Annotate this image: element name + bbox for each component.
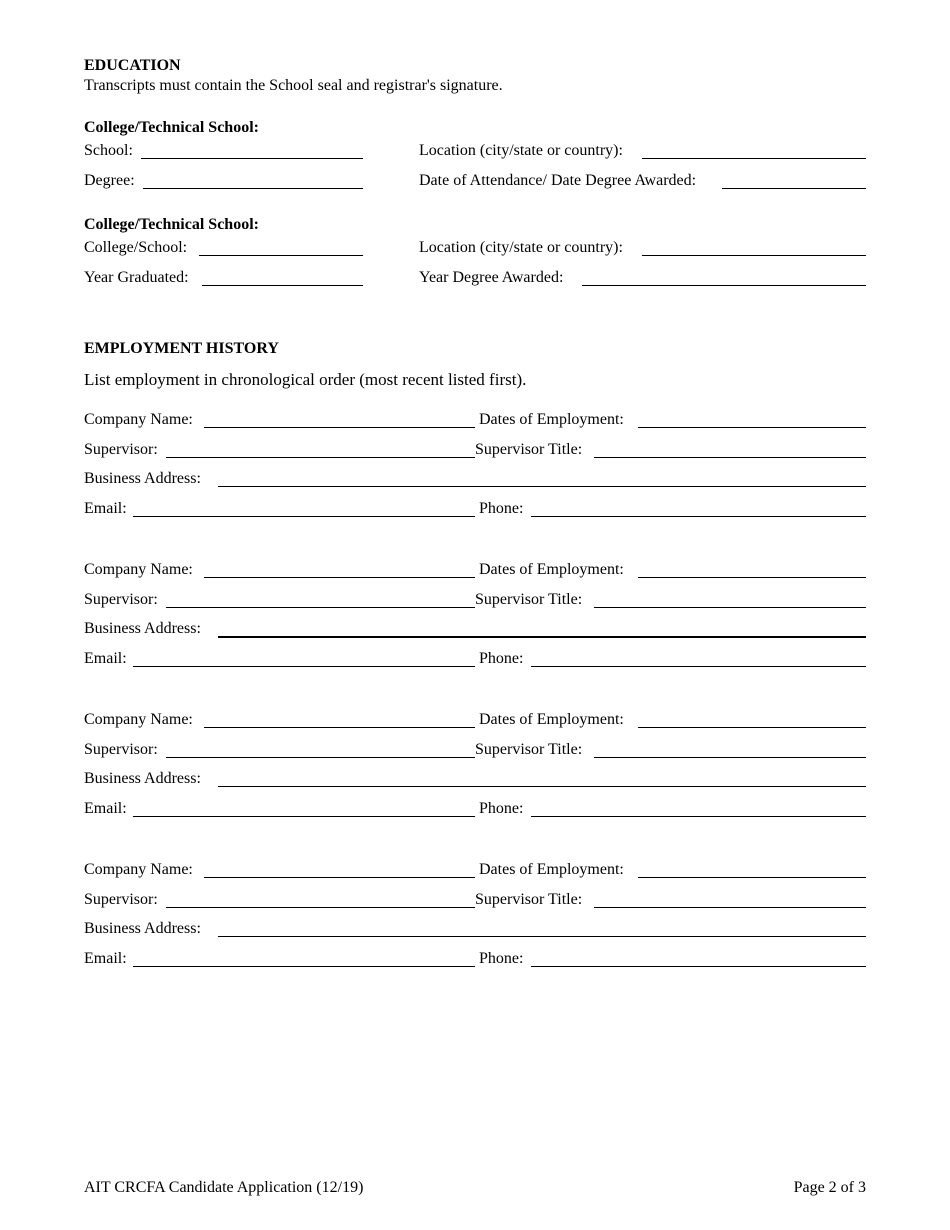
supervisor-label: Supervisor: [84, 591, 158, 608]
phone-label: Phone: [479, 950, 524, 967]
supervisor-title-field[interactable] [594, 457, 866, 458]
school-block-1-heading: College/Technical School: [84, 119, 259, 136]
dates-of-employment-field[interactable] [638, 727, 866, 728]
supervisor-field[interactable] [166, 907, 475, 908]
supervisor-title-field[interactable] [594, 607, 866, 608]
phone-field[interactable] [531, 516, 866, 517]
dates-of-employment-label: Dates of Employment: [479, 711, 624, 728]
year-graduated-field[interactable] [202, 285, 363, 286]
year-awarded-field[interactable] [582, 285, 866, 286]
year-graduated-label: Year Graduated: [84, 269, 189, 286]
supervisor-label: Supervisor: [84, 891, 158, 908]
location-label-1: Location (city/state or country): [419, 142, 623, 159]
year-awarded-label: Year Degree Awarded: [419, 269, 564, 286]
phone-label: Phone: [479, 500, 524, 517]
school-label: School: [84, 142, 133, 159]
supervisor-title-field[interactable] [594, 757, 866, 758]
dates-of-employment-field[interactable] [638, 577, 866, 578]
dates-of-employment-label: Dates of Employment: [479, 861, 624, 878]
school-field[interactable] [141, 158, 363, 159]
company-name-label: Company Name: [84, 861, 193, 878]
employment-heading: EMPLOYMENT HISTORY [84, 340, 279, 357]
supervisor-title-label: Supervisor Title: [475, 741, 583, 758]
email-field[interactable] [133, 966, 475, 967]
supervisor-label: Supervisor: [84, 441, 158, 458]
supervisor-title-field[interactable] [594, 907, 866, 908]
business-address-label: Business Address: [84, 770, 201, 787]
company-name-label: Company Name: [84, 711, 193, 728]
degree-label: Degree: [84, 172, 135, 189]
location-field-1[interactable] [642, 158, 866, 159]
supervisor-title-label: Supervisor Title: [475, 441, 583, 458]
business-address-label: Business Address: [84, 920, 201, 937]
email-label: Email: [84, 950, 127, 967]
business-address-field[interactable] [218, 636, 866, 638]
location-label-2: Location (city/state or country): [419, 239, 623, 256]
supervisor-label: Supervisor: [84, 741, 158, 758]
college-school-field[interactable] [199, 255, 363, 256]
company-name-field[interactable] [204, 727, 475, 728]
dates-of-employment-label: Dates of Employment: [479, 561, 624, 578]
email-field[interactable] [133, 666, 475, 667]
business-address-label: Business Address: [84, 620, 201, 637]
phone-label: Phone: [479, 650, 524, 667]
college-school-label: College/School: [84, 239, 188, 256]
supervisor-title-label: Supervisor Title: [475, 891, 583, 908]
footer-page-number: Page 2 of 3 [793, 1179, 866, 1196]
dates-of-employment-label: Dates of Employment: [479, 411, 624, 428]
company-name-label: Company Name: [84, 561, 193, 578]
company-name-field[interactable] [204, 877, 475, 878]
degree-field[interactable] [143, 188, 363, 189]
school-block-2-heading: College/Technical School: [84, 216, 259, 233]
phone-label: Phone: [479, 800, 524, 817]
education-heading: EDUCATION [84, 57, 181, 74]
business-address-field[interactable] [218, 786, 866, 787]
phone-field[interactable] [531, 666, 866, 667]
phone-field[interactable] [531, 816, 866, 817]
business-address-label: Business Address: [84, 470, 201, 487]
company-name-field[interactable] [204, 427, 475, 428]
dates-of-employment-field[interactable] [638, 427, 866, 428]
phone-field[interactable] [531, 966, 866, 967]
location-field-2[interactable] [642, 255, 866, 256]
email-label: Email: [84, 800, 127, 817]
business-address-field[interactable] [218, 486, 866, 487]
supervisor-field[interactable] [166, 607, 475, 608]
attendance-date-field[interactable] [722, 188, 866, 189]
dates-of-employment-field[interactable] [638, 877, 866, 878]
supervisor-field[interactable] [166, 757, 475, 758]
company-name-field[interactable] [204, 577, 475, 578]
email-label: Email: [84, 650, 127, 667]
email-field[interactable] [133, 516, 475, 517]
employment-subheading: List employment in chronological order (most recent listed first). [84, 370, 527, 389]
attendance-date-label: Date of Attendance/ Date Degree Awarded: [419, 172, 697, 189]
supervisor-field[interactable] [166, 457, 475, 458]
education-note: Transcripts must contain the School seal and registrar's signature. [84, 77, 503, 94]
company-name-label: Company Name: [84, 411, 193, 428]
business-address-field[interactable] [218, 936, 866, 937]
email-field[interactable] [133, 816, 475, 817]
supervisor-title-label: Supervisor Title: [475, 591, 583, 608]
email-label: Email: [84, 500, 127, 517]
footer-form-id: AIT CRCFA Candidate Application (12/19) [84, 1179, 364, 1196]
